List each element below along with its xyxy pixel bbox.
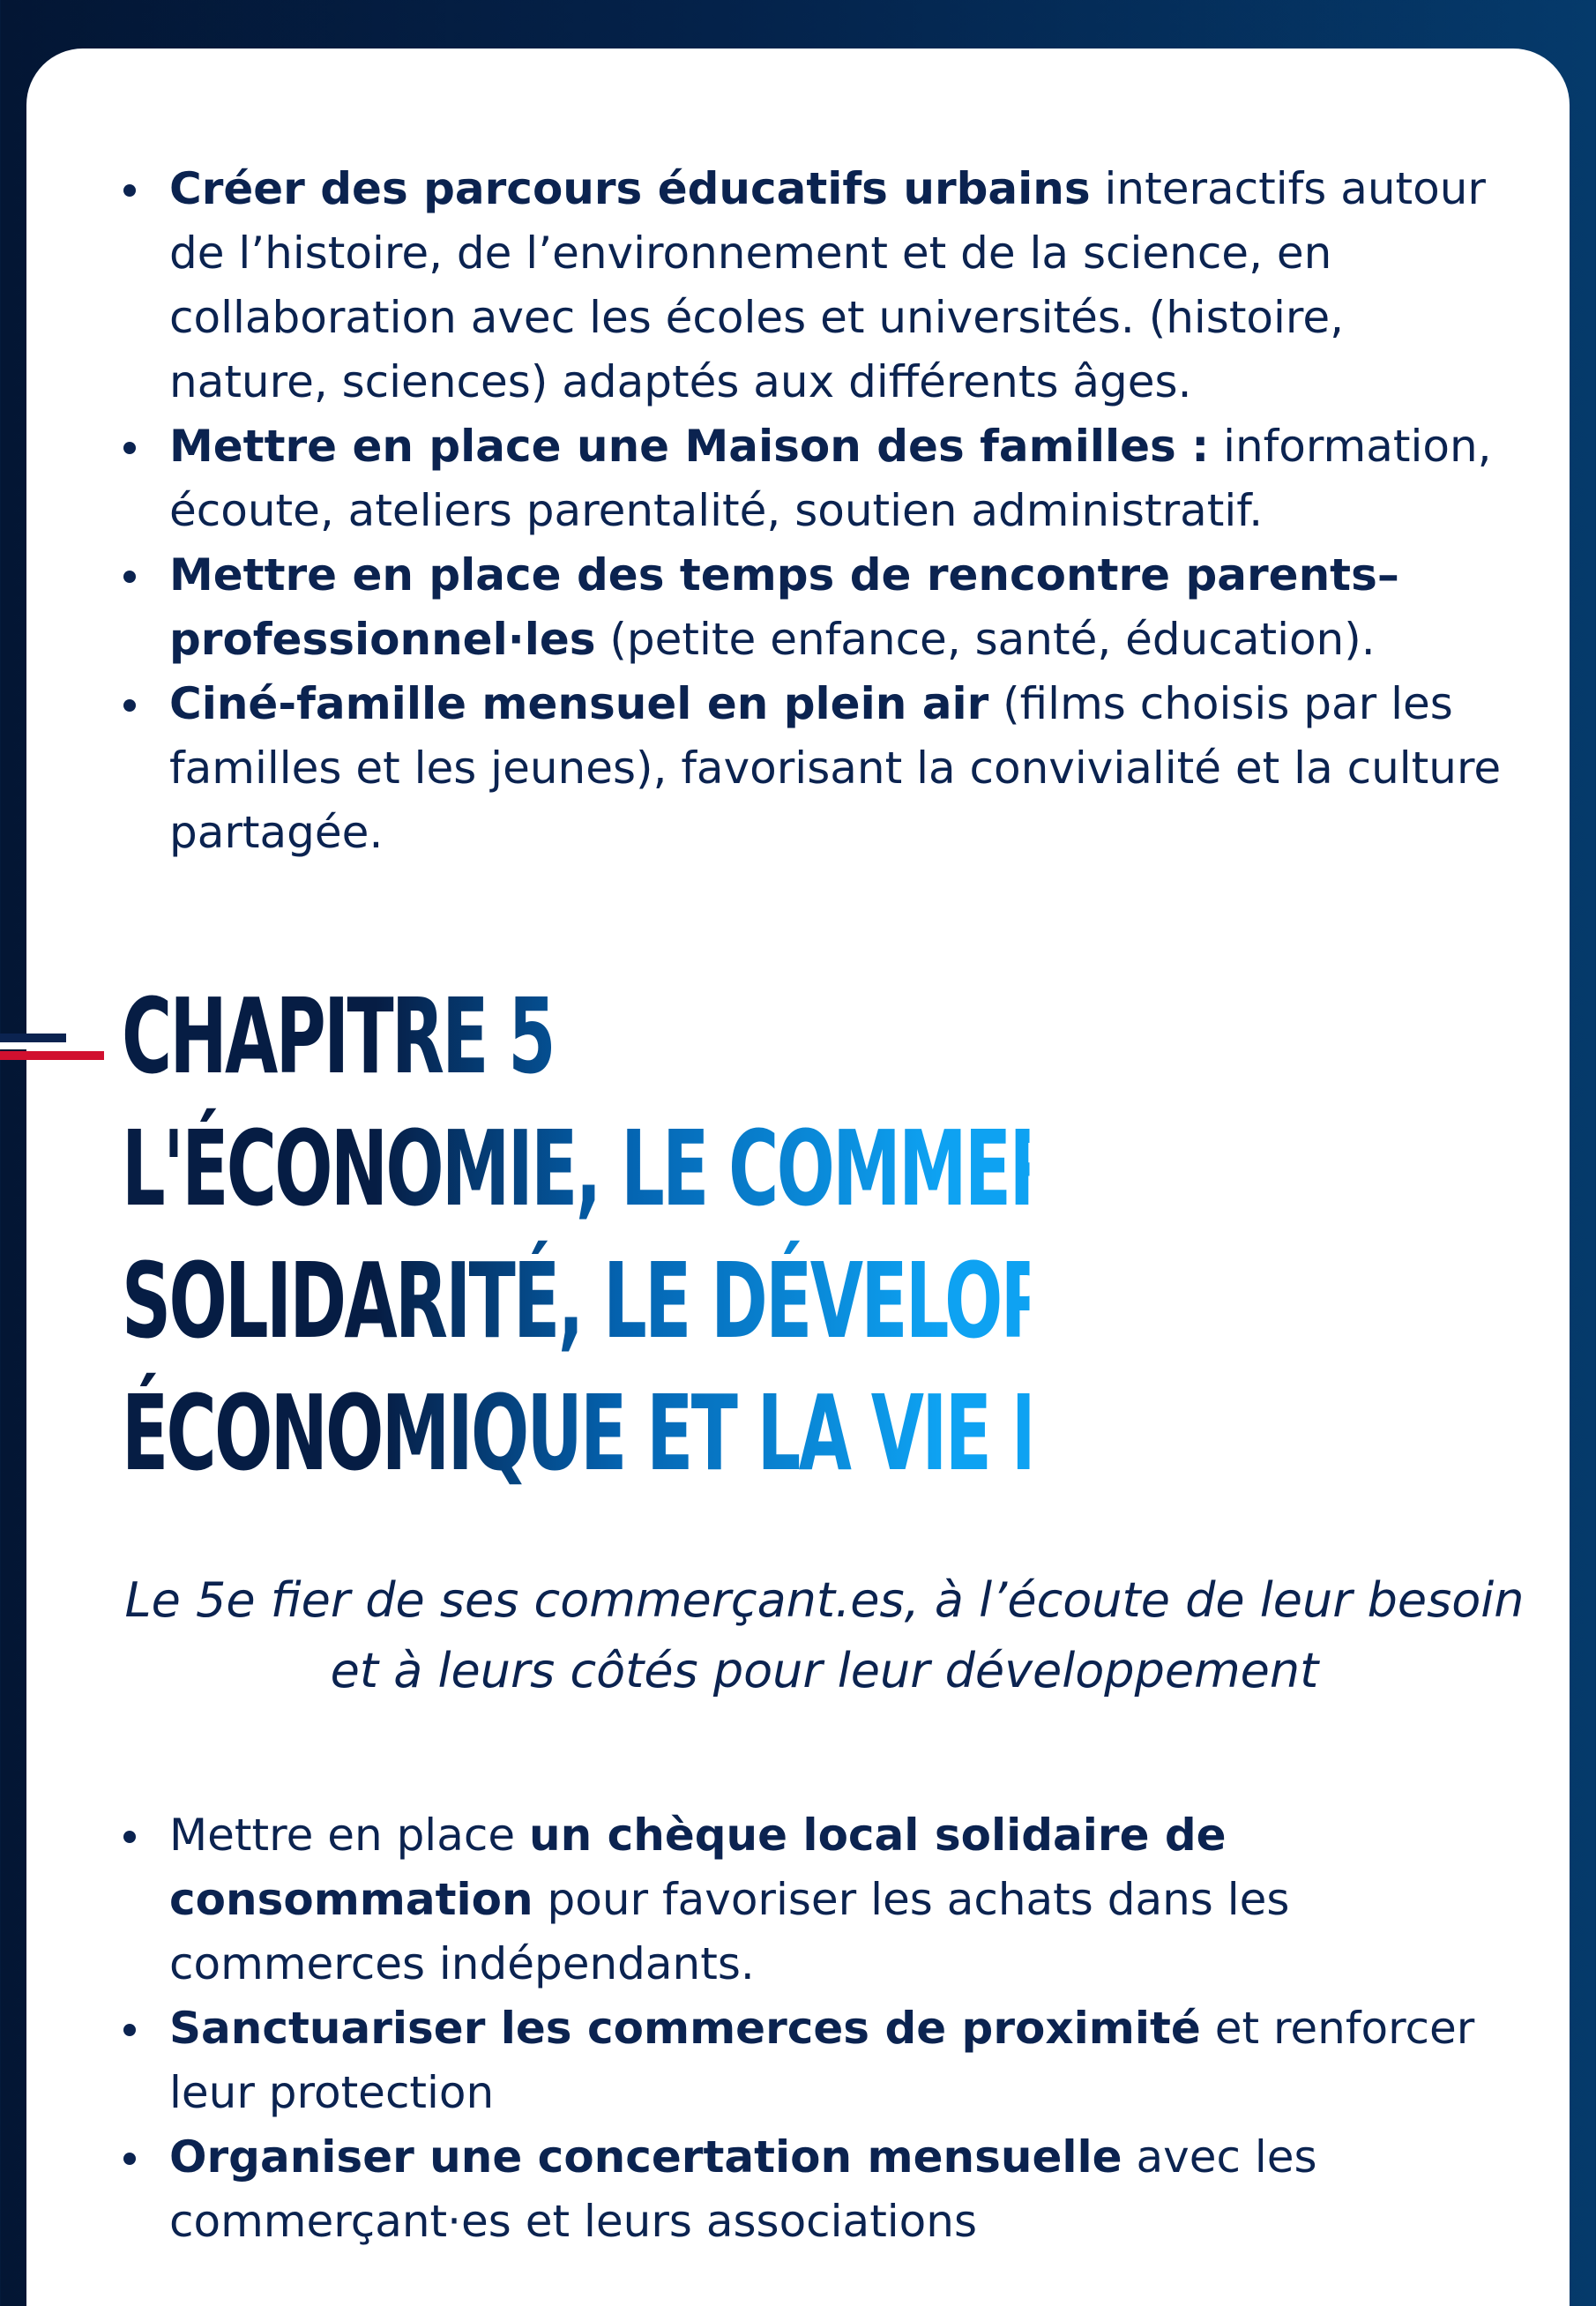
chapter-title-line: ÉCONOMIQUE ET LA VIE LOCALE (122, 1372, 1292, 1494)
list-item-bold: Ciné-famille mensuel en plein air (169, 678, 989, 729)
list-item-text: interactifs autour de l’histoire, de l’environnement et de la science, en collaboration avec les écoles et universités. (histoire, nature, sciences) adaptés aux différents âges. (169, 163, 1486, 407)
list-item (119, 1803, 1503, 1996)
list-item-bold: Mettre en place une Maison des familles : (169, 421, 1210, 472)
list-item-text: information, écoute, ateliers parentalité, soutien administratif. (169, 421, 1492, 536)
list-item (119, 672, 1503, 865)
list-item-bold: un chèque local solidaire de consommation (169, 1810, 1227, 1925)
list-item-prefix: Mettre en place (169, 1810, 529, 1861)
list-item (119, 1996, 1503, 2125)
flag-stripes-decoration (0, 1034, 104, 1069)
list-item (119, 414, 1503, 543)
list-item-bold: Organiser une concertation mensuelle (169, 2131, 1122, 2183)
list-item-text: et renforcer leur protection (169, 2003, 1475, 2118)
top-bullet-list (119, 157, 1503, 865)
flag-stripe-navy (0, 1034, 66, 1042)
list-item-bold: Créer des parcours éducatifs urbains (169, 163, 1091, 214)
bottom-bullet-list (119, 1803, 1503, 2254)
list-item (119, 543, 1503, 672)
list-item (119, 2125, 1503, 2254)
chapter-title-line: SOLIDARITÉ, LE DÉVELOPPEMENT (122, 1240, 1352, 1362)
list-item (119, 157, 1503, 414)
list-item-text: (petite enfance, santé, éducation). (595, 614, 1376, 665)
chapter-number: CHAPITRE 5 (122, 975, 554, 1097)
list-item-text: pour favoriser les achats dans les commerces indépendants. (169, 1874, 1290, 1989)
flag-stripe-red (0, 1051, 104, 1060)
list-item-text: (films choisis par les familles et les jeunes), favorisant la convivialité et la culture partagée. (169, 678, 1502, 858)
chapter-tagline: Le 5e fier de ses commerçant.es, à l’écoute de leur besoin et à leurs côtés pour leur développement (124, 1572, 1525, 1698)
list-item-bold: Mettre en place des temps de rencontre parents–professionnel·les (169, 549, 1399, 665)
chapter-title (122, 970, 1352, 1499)
flag-stripe-white (0, 1042, 104, 1049)
chapter-title-line: L'ÉCONOMIE, LE COMMERCE, LA (122, 1108, 1290, 1229)
list-item-text: avec les commerçant·es et leurs associations (169, 2131, 1317, 2247)
list-item-bold: Sanctuariser les commerces de proximité (169, 2003, 1201, 2054)
